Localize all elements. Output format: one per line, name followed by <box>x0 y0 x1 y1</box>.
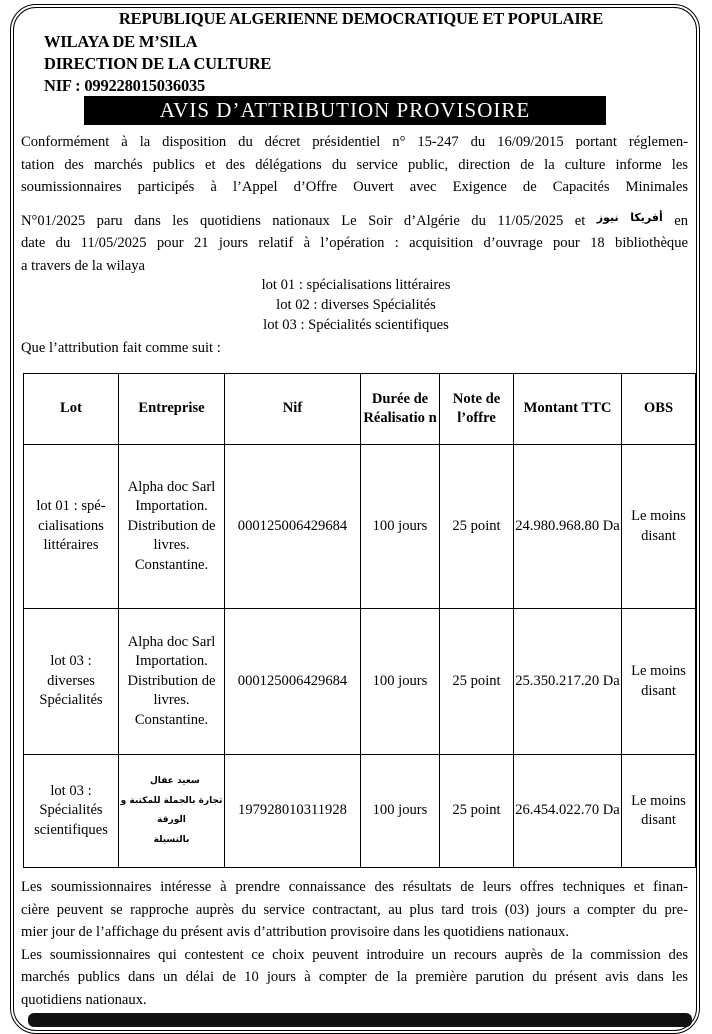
intro-line: tation des marchés publics et des délégations du service public, direction de la culture informe les <box>21 156 688 173</box>
header-lot: Lot <box>24 374 119 445</box>
lot-item: lot 03 : Spécialités scientifiques <box>263 317 449 333</box>
cell-montant: 24.980.968.80 Da <box>514 445 622 609</box>
entreprise-arabic-line: سعيد عقال <box>150 776 200 786</box>
cell-note: 25 point <box>440 609 514 755</box>
republic-heading: REPUBLIQUE ALGERIENNE DEMOCRATIQUE ET POPULAIRE <box>118 9 604 28</box>
header-obs: OBS <box>622 374 696 445</box>
closing-paragraph <box>21 876 688 1012</box>
header-entreprise: Entreprise <box>119 374 225 445</box>
closing-line: cière peuvent se rapproche auprès du service contractant, au plus tard trois (03) jours a compter du pre- <box>21 901 688 918</box>
cell-obs: Le moins disant <box>622 755 696 868</box>
closing-line: quotidiens nationaux. <box>21 991 147 1008</box>
closing-line: marchés publics dans un délai de 10 jours à compter de la première parution du présent avis dans les <box>21 969 688 986</box>
wilaya-heading: WILAYA DE M’SILA <box>44 32 198 51</box>
cell-entreprise: Alpha doc Sarl Importation. Distribution de livres. Constantine. <box>119 445 225 609</box>
attribution-table <box>23 373 696 868</box>
intro-line: a travers de la wilaya <box>21 257 145 274</box>
cell-duree: 100 jours <box>361 609 440 755</box>
intro-line: soumissionnaires participés à l’Appel d’Offre Ouvert avec Exigence de Capacités Minimales <box>21 179 688 196</box>
header-duree: Durée de Réalisatio n <box>361 374 440 445</box>
closing-line: mier jour de l’affichage du présent avis d’attribution provisoire dans les quotidiens nationaux. <box>21 924 570 941</box>
cell-montant: 25.350.217.20 Da <box>514 609 622 755</box>
intro-paragraph <box>21 131 688 278</box>
table-header-row <box>24 374 696 445</box>
direction-heading: DIRECTION DE LA CULTURE <box>44 54 272 73</box>
newspaper-name-arabic: أفريكا نيوز <box>596 210 663 224</box>
cell-nif: 197928010311928 <box>225 755 361 868</box>
entreprise-arabic-line: بالتسيلة <box>153 834 190 845</box>
table-row <box>24 445 696 609</box>
cell-note: 25 point <box>440 445 514 609</box>
intro-text: N°01/2025 paru dans les quotidiens nationaux Le Soir d’Algérie du 11/05/2025 et <box>21 212 597 229</box>
header-montant: Montant TTC <box>514 374 622 445</box>
cell-lot: lot 03 : diverses Spécialités <box>24 609 119 755</box>
closing-line: Les soumissionnaires qui contestent ce choix peuvent introduire un recours auprès de la commission des <box>21 946 688 963</box>
lot-item: lot 01 : spécialisations littéraires <box>261 277 451 293</box>
cell-obs: Le moins disant <box>622 445 696 609</box>
cell-duree: 100 jours <box>361 445 440 609</box>
cell-duree: 100 jours <box>361 755 440 868</box>
attribution-intro: Que l’attribution fait comme suit : <box>21 340 221 356</box>
cell-entreprise: Alpha doc Sarl Importation. Distribution de livres. Constantine. <box>119 609 225 755</box>
cell-obs: Le moins disant <box>622 609 696 755</box>
intro-line: Conformément à la disposition du décret présidentiel n° 15-247 du 16/09/2015 portant réglemen- <box>21 134 688 150</box>
cell-montant: 26.454.022.70 Da <box>514 755 622 868</box>
notice-title-banner: AVIS D’ATTRIBUTION PROVISOIRE <box>84 96 606 125</box>
header-note: Note de l’offre <box>440 374 514 445</box>
entreprise-arabic-line: تجارة بالجملة للمكتبة و الورقة <box>120 795 223 825</box>
bottom-border-bar <box>28 1013 692 1027</box>
cell-entreprise-arabic <box>119 755 225 868</box>
table-row <box>24 609 696 755</box>
lots-list <box>0 275 712 335</box>
intro-text: en <box>662 212 688 229</box>
cell-lot: lot 01 : spé-cialisations littéraires <box>24 445 119 609</box>
cell-lot: lot 03 : Spécialités scientifiques <box>24 755 119 868</box>
cell-note: 25 point <box>440 755 514 868</box>
intro-line <box>21 207 688 233</box>
header-nif: Nif <box>225 374 361 445</box>
lot-item: lot 02 : diverses Spécialités <box>276 297 436 313</box>
closing-line: Les soumissionnaires intéresse à prendre connaissance des résultats de leurs offres techniques et finan- <box>21 879 688 895</box>
cell-nif: 000125006429684 <box>225 609 361 755</box>
nif-heading: NIF : 099228015036035 <box>44 76 206 95</box>
cell-nif: 000125006429684 <box>225 445 361 609</box>
intro-line: date du 11/05/2025 pour 21 jours relatif à l’opération : acquisition d’ouvrage pour 18 bibliothèque <box>21 235 688 252</box>
table-row <box>24 755 696 868</box>
